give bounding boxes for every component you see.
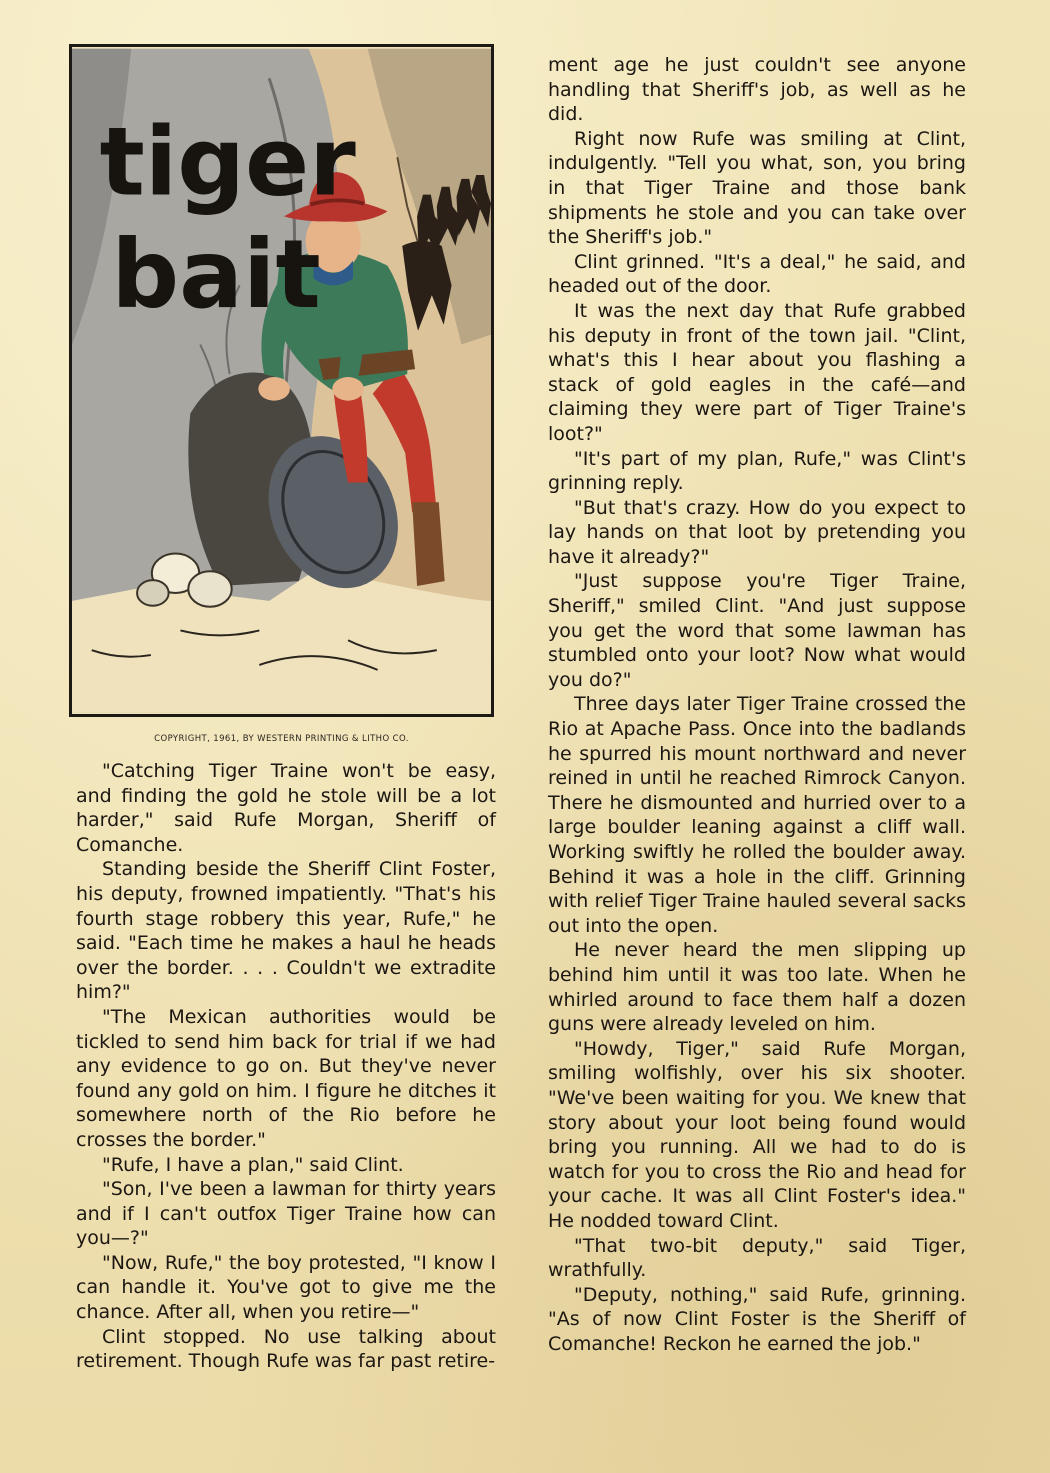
copyright-notice: COPYRIGHT, 1961, BY WESTERN PRINTING & LITHO CO. bbox=[154, 734, 409, 744]
gold-sack bbox=[137, 580, 169, 606]
story-column-left bbox=[76, 759, 496, 1374]
story-paragraph-continued: ment age he just couldn't see anyone handling that Sheriff's job, as well as he did. bbox=[548, 54, 966, 126]
story-paragraph: "It's part of my plan, Rufe," was Clint's grinning reply. bbox=[548, 447, 966, 495]
story-illustration bbox=[69, 44, 494, 717]
story-paragraph: "Rufe, I have a plan," said Clint. bbox=[102, 1153, 404, 1176]
story-paragraph: "Catching Tiger Traine won't be easy, and finding the gold he stole will be a lot harder," said Rufe Morgan, Sheriff of Comanche. bbox=[76, 760, 496, 856]
illustration-art bbox=[72, 47, 491, 714]
svg-text:tiger: tiger bbox=[99, 107, 356, 218]
story-paragraph: "Deputy, nothing," said Rufe, grinning. "As of now Clint Foster is the Sheriff of Comanche! Reckon he earned the job." bbox=[548, 1283, 966, 1355]
story-paragraph: "The Mexican authorities would be tickled to send him back for trial if we had any evidence to go on. But they've never found any gold on him. I figure he ditches it somewhere north of the Rio before he crosses the border." bbox=[76, 1005, 496, 1151]
story-paragraph: Standing beside the Sheriff Clint Foster, his deputy, frowned impatiently. "That's his fourth stage robbery this year, Rufe," he said. "Each time he makes a haul he heads over the border. . . . Couldn't we extradite him?" bbox=[76, 858, 496, 1004]
story-paragraph: It was the next day that Rufe grabbed his deputy in front of the town jail. "Clint, what's this I hear about you flashing a stack of gold eagles in the café—and claiming they were part of Tiger Traine's loot?" bbox=[548, 299, 966, 445]
story-paragraph: "Howdy, Tiger," said Rufe Morgan, smiling wolfishly, over his six shooter. "We've been waiting for you. We knew that story about your loot being found would bring you running. All we had to do is watch for you to cross the Rio and head for your cache. It was all Clint Foster's idea." He nodded toward Clint. bbox=[548, 1037, 966, 1232]
story-paragraph: Right now Rufe was smiling at Clint, indulgently. "Tell you what, son, you bring in that Tiger Traine and those bank shipments he stole and you can take over the Sheriff's job." bbox=[548, 127, 966, 249]
story-paragraph: "Now, Rufe," the boy protested, "I know I can handle it. You've got to give me the chance. After all, when you retire—" bbox=[76, 1251, 496, 1324]
man-hand bbox=[332, 377, 364, 401]
story-paragraph: "Son, I've been a lawman for thirty years and if I can't outfox Tiger Traine how can you—?" bbox=[76, 1178, 496, 1250]
story-paragraph: Clint stopped. No use talking about retirement. Though Rufe was far past retire- bbox=[76, 1325, 496, 1373]
story-paragraph: Three days later Tiger Traine crossed the Rio at Apache Pass. Once into the badlands he spurred his mount northward and never reined in until he reached Rimrock Canyon. There he dismounted and hurried over to a large boulder leaning against a cliff wall. Working swiftly he rolled the boulder away. Behind it was a hole in the cliff. Grinning with relief Tiger Traine hauled several sacks out into the open. bbox=[548, 693, 966, 937]
story-paragraph: "Just suppose you're Tiger Traine, Sheriff," smiled Clint. "And just suppose you get the word that some lawman has stumbled onto your loot? Now what would you do?" bbox=[548, 570, 966, 691]
man-hand bbox=[258, 377, 290, 401]
story-paragraph: "That two-bit deputy," said Tiger, wrathfully. bbox=[548, 1234, 966, 1282]
story-paragraph: Clint grinned. "It's a deal," he said, and headed out of the door. bbox=[548, 250, 966, 298]
story-paragraph: He never heard the men slipping up behind him until it was too late. When he whirled around to face them half a dozen guns were already leveled on him. bbox=[548, 939, 966, 1036]
story-paragraph: "But that's crazy. How do you expect to lay hands on that loot by pretending you have it already?" bbox=[548, 496, 966, 568]
svg-text:bait: bait bbox=[111, 220, 321, 331]
story-column-right bbox=[548, 53, 966, 1356]
gold-sack bbox=[188, 571, 231, 606]
